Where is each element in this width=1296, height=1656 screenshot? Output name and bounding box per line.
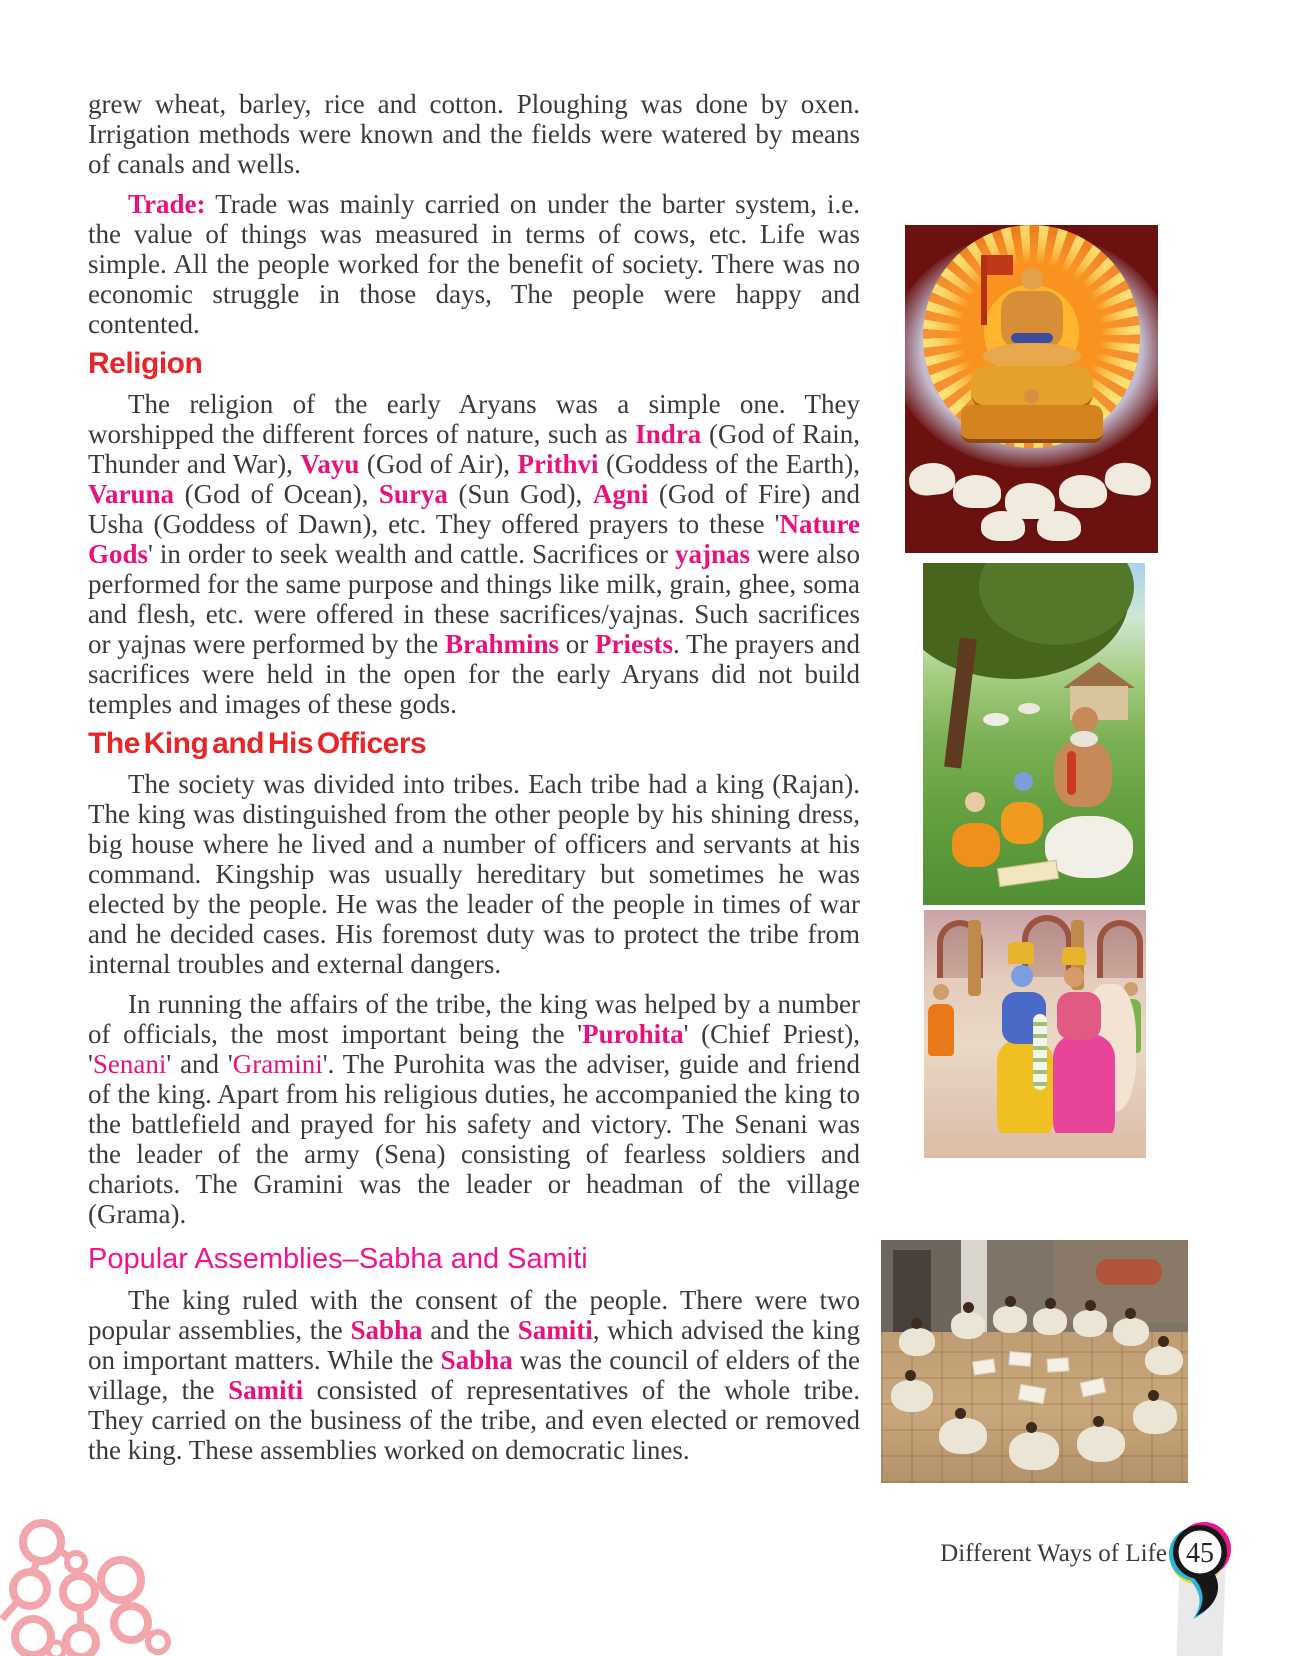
body-text: (Goddess of the Earth), xyxy=(598,449,860,479)
figure-sage-teaching xyxy=(923,563,1145,905)
body-text: were also performed for the same purpose and things like milk, grain, ghee, soma and flesh, etc. were offered in these sacrifices/yajnas. Such sacrifices or yajnas were performed by the xyxy=(88,539,860,659)
page-number: 45 xyxy=(1186,1538,1214,1569)
page-number-badge xyxy=(1152,1510,1252,1650)
keyword: Samiti xyxy=(517,1315,593,1345)
sage-beard xyxy=(1070,731,1098,747)
decorative-bubbles-motif xyxy=(0,1505,190,1656)
footer-chapter-title: Different Ways of Life xyxy=(940,1540,1167,1567)
para-trade xyxy=(88,189,860,339)
charioteer xyxy=(1024,389,1039,404)
heading-assemblies: Popular Assemblies–Sabha and Samiti xyxy=(88,1243,588,1275)
horse xyxy=(907,461,956,498)
body-text: The religion of the early Aryans was a simple one. They worshipped the different forces of nature, such as xyxy=(88,389,860,449)
para-religion xyxy=(88,389,860,719)
keyword: Sabha xyxy=(440,1345,513,1375)
keyword: Samiti xyxy=(228,1375,304,1405)
sage-garland xyxy=(1067,751,1076,795)
seated-person xyxy=(1113,1308,1149,1348)
keyword: Sabha xyxy=(350,1315,423,1345)
seated-person xyxy=(1077,1416,1125,1468)
body-text: Trade was mainly carried on under the barter system, i.e. the value of things was measured in terms of cows, etc. Life was simple. All the people worked for the benefit of society. There was no economic struggle in those days, The people were happy and contented. xyxy=(88,189,860,339)
horse xyxy=(1103,461,1152,498)
body-text: ' in order to seek wealth and cattle. Sacrifices or xyxy=(148,539,676,569)
seated-person xyxy=(899,1318,935,1358)
pupil-head xyxy=(1014,772,1033,791)
keyword: yajnas xyxy=(675,539,751,569)
pupil-head xyxy=(965,792,985,812)
body-text: (God of Air), xyxy=(359,449,518,479)
para-continued xyxy=(88,89,860,179)
keyword: Trade: xyxy=(128,189,206,219)
deity-sash xyxy=(1011,333,1053,343)
seated-person xyxy=(891,1370,933,1416)
paper xyxy=(1047,1357,1070,1373)
body-text: (God of Rain, Thunder and War), xyxy=(88,419,860,479)
sita-head xyxy=(1064,967,1084,987)
pupil xyxy=(1001,802,1043,844)
body-text: , which advised the king on important matters. While the xyxy=(88,1315,860,1375)
seated-person xyxy=(1133,1390,1177,1438)
crowd-figure xyxy=(928,1004,954,1056)
paper xyxy=(1008,1351,1031,1367)
palace-floor xyxy=(924,1133,1146,1158)
para-assemblies xyxy=(88,1285,860,1465)
figure-rama-sita-wedding xyxy=(924,910,1146,1158)
body-text: The society was divided into tribes. Each tribe had a king (Rajan). The king was distinguished from the other people by his shining dress, big house where he lived and a number of officers and servants at his command. Kingship was usually hereditary but sometimes he was elected by the people. He was the leader of the people in times of war and he decided cases. His foremost duty was to protect the tribe from internal troubles and external dangers. xyxy=(88,769,860,979)
heading-king: The King and His Officers xyxy=(88,727,427,760)
body-text: (Sun God), xyxy=(447,479,593,509)
rama-head xyxy=(1011,965,1033,987)
body-text: ' (Chief Priest), ' xyxy=(88,1019,860,1079)
keyword: Vayu xyxy=(300,449,360,479)
keyword: Surya xyxy=(378,479,448,509)
chariot xyxy=(961,405,1103,443)
sage-dhoti xyxy=(1045,816,1133,878)
arch xyxy=(1097,920,1143,978)
seated-person xyxy=(951,1302,985,1340)
seated-person xyxy=(939,1408,987,1460)
horse xyxy=(953,475,1001,508)
rama-crown xyxy=(1008,942,1034,964)
keyword: Gramini xyxy=(232,1049,323,1079)
flag xyxy=(981,255,987,325)
horse xyxy=(981,511,1025,541)
scroll xyxy=(997,860,1059,887)
body-text: grew wheat, barley, rice and cotton. Ploughing was done by oxen. Irrigation methods were known and the fields were watered by means of canals and wells. xyxy=(88,89,860,179)
seated-person xyxy=(1009,1422,1059,1476)
red-cloth xyxy=(1096,1259,1162,1285)
keyword: Purohita xyxy=(582,1019,684,1049)
cow xyxy=(983,713,1009,726)
pupil xyxy=(952,823,1000,867)
keyword: Brahmins xyxy=(444,629,559,659)
body-text: The king ruled with the consent of the people. There were two popular assemblies, the xyxy=(88,1285,860,1345)
body-text: ' and ' xyxy=(166,1049,233,1079)
body-text: (God of Ocean), xyxy=(174,479,379,509)
figure-assembly-photo xyxy=(881,1240,1188,1483)
crowd-head xyxy=(933,984,949,1000)
seated-person xyxy=(1033,1298,1067,1336)
body-text: '. The Purohita was the adviser, guide and friend of the king. Apart from his religious duties, he accompanied the king to the battlefield and prayed for his safety and victory. The Senani was the leader of the army (Sena) consisting of fearless soldiers and chariots. The Gramini was the leader or headman of the village (Grama). xyxy=(88,1049,860,1229)
body-text: was the council of elders of the village, the xyxy=(88,1345,861,1405)
sita-torso xyxy=(1057,992,1101,1040)
horse xyxy=(1059,475,1107,508)
sita-crown xyxy=(1062,947,1086,965)
figure-surya-sun-god xyxy=(905,225,1158,553)
deity-head xyxy=(1021,268,1043,290)
keyword: Agni xyxy=(592,479,649,509)
body-text: (God of Fire) and Usha (Goddess of Dawn), etc. They offered prayers to these ' xyxy=(88,479,860,539)
para-king-society xyxy=(88,769,860,979)
keyword: Nature Gods xyxy=(88,509,860,569)
heading-religion: Religion xyxy=(88,347,203,380)
keyword: Priests xyxy=(595,629,673,659)
body-text: and the xyxy=(422,1315,518,1345)
cow xyxy=(1018,703,1040,714)
body-text: consisted of representatives of the whole tribe. They carried on the business of the tribe, and even elected or removed the king. These assemblies worked on democratic lines. xyxy=(88,1375,860,1465)
keyword: Prithvi xyxy=(517,449,599,479)
seated-person xyxy=(1145,1336,1183,1378)
seated-person xyxy=(993,1296,1027,1334)
sita-pink-sari xyxy=(1053,1034,1115,1146)
seated-person xyxy=(1073,1300,1107,1338)
body-text: In running the affairs of the tribe, the king was helped by a number of officials, the most important being the ' xyxy=(88,989,860,1049)
para-king-officials xyxy=(88,989,860,1229)
horse xyxy=(1037,511,1081,541)
sage-head xyxy=(1072,707,1098,733)
sage-torso xyxy=(1054,741,1112,807)
pillar xyxy=(968,920,981,996)
body-text: or xyxy=(559,629,596,659)
text-column xyxy=(88,89,860,1465)
hut-roof xyxy=(1063,662,1135,688)
wedding-garland xyxy=(1033,1014,1047,1090)
keyword: Varuna xyxy=(88,479,175,509)
keyword: Senani xyxy=(92,1049,167,1079)
keyword: Indra xyxy=(635,419,702,449)
body-text: . The prayers and sacrifices were held in the open for the early Aryans did not build temples and images of these gods. xyxy=(88,629,860,719)
